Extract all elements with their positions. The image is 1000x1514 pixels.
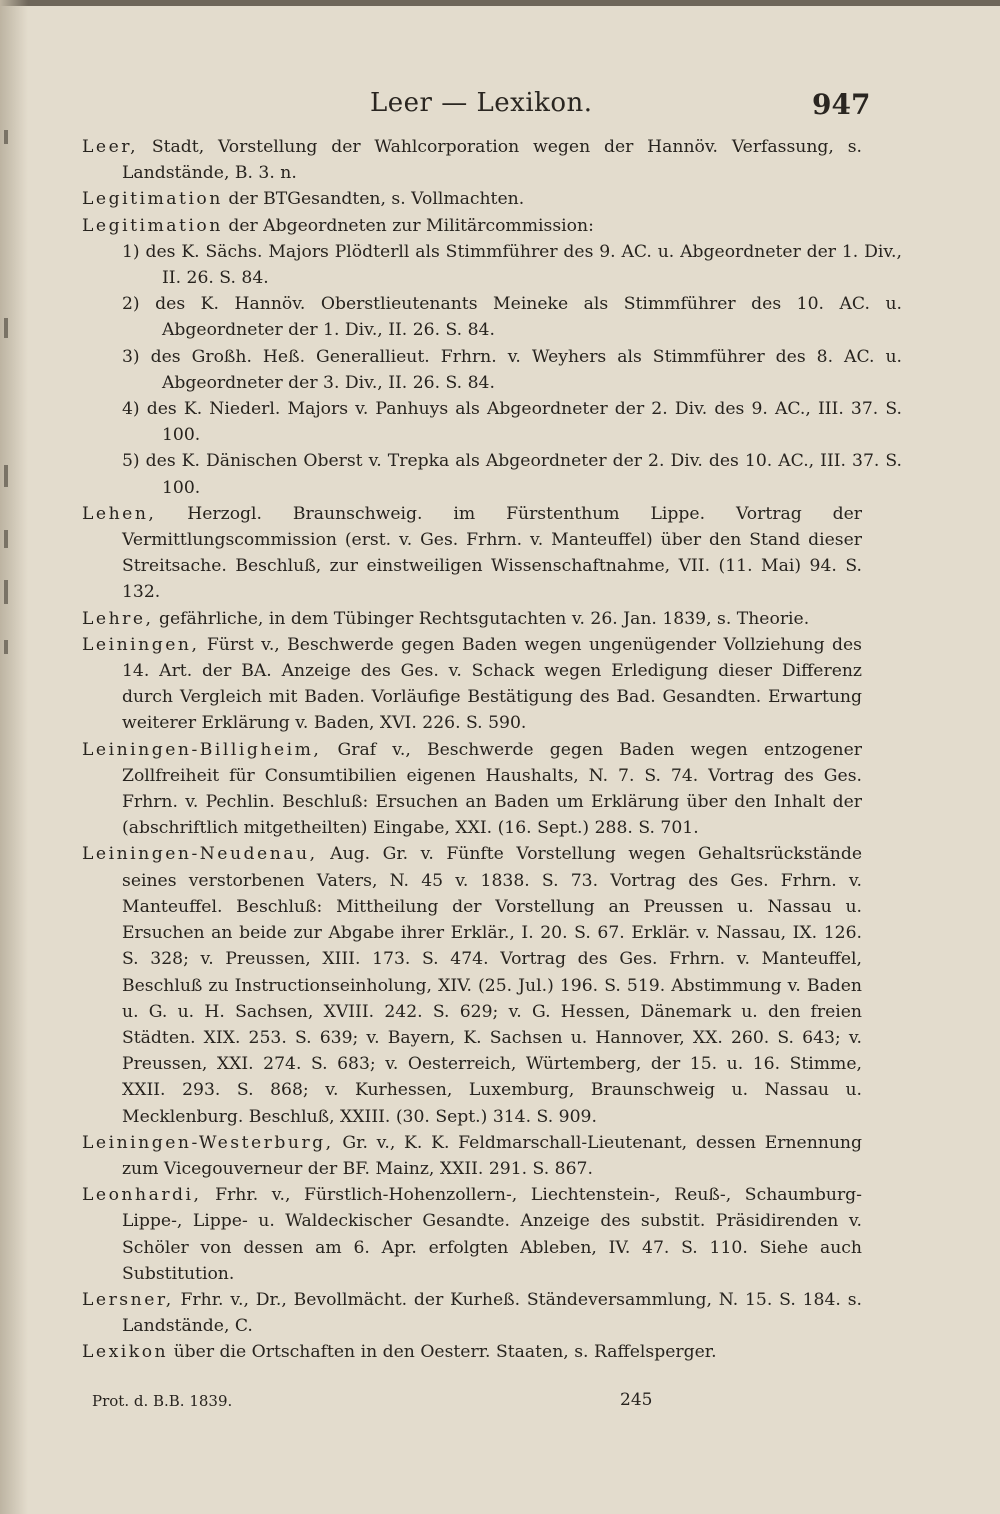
entry-text: 3) des Großh. Heß. Generallieut. Frhrn. v. Weyhers als Stimmführer des 8. AC. u. Abgeordneter der 3. Div., II. 26. S. 84. [122,346,902,393]
footer-citation: Prot. d. B.B. 1839. [92,1392,233,1410]
entry [82,186,862,212]
page-number: 947 [812,88,871,121]
sub-entry [122,344,902,396]
entry-text: Herzogl. Braunschweig. im Fürstenthum Lippe. Vortrag der Vermittlungscommission (erst. v. Ges. Frhrn. v. Manteuffel) über den Stand dieser Streitsache. Beschluß, zur einstweiligen Wissenschaftnahme, VII. (11. Mai) 94. S. 132. [122,503,862,603]
entry-text: 5) des K. Dänischen Oberst v. Trepka als Abgeordneter der 2. Div. des 10. AC., III. 37. S. 100. [122,451,902,498]
entry [82,134,862,186]
entry [82,1287,862,1339]
entry-term: Lersner, [82,1289,174,1310]
running-head: Leer — Lexikon. [370,88,593,118]
entry [82,1339,862,1365]
entry-term: Lehen, [82,503,157,524]
entry [82,841,862,1129]
entry-text: der BTGesandten, s. Vollmachten. [228,189,525,210]
entry [82,737,862,842]
entry [82,1182,862,1287]
entry-text: über die Ortschaften in den Oesterr. Staaten, s. Raffelsperger. [173,1342,717,1363]
entry [82,1130,862,1182]
entry-text: Gr. v., K. K. Feldmarschall-Lieutenant, dessen Ernennung zum Vicegouverneur der BF. Mainz, XXII. 291. S. 867. [122,1132,862,1179]
entry-term: Legitimation [82,189,223,210]
entry-text: Stadt, Vorstellung der Wahlcorporation wegen der Hannöv. Verfassung, s. Landstände, B. 3. n. [122,137,862,184]
page-footer [0,1392,1000,1416]
entry-text: 4) des K. Niederl. Majors v. Panhuys als Abgeordneter der 2. Div. des 9. AC., III. 37. S. 100. [122,399,902,446]
entry-text: Aug. Gr. v. Fünfte Vorstellung wegen Gehaltsrückstände seines verstorbenen Vaters, N. 45 v. 1838. S. 73. Vortrag des Ges. Frhrn. v. Manteuffel. Beschluß: Mittheilung der Vorstellung an Preussen u. Nassau u. Ersuchen an beide zur Abgabe ihrer Erklär., I. 20. S. 67. Erklär. v. Nassau, IX. 126. S. 328; v. Preussen, XIII. 173. S. 474. Vortrag des Ges. Frhrn. v. Manteuffel, Beschluß zu Instructionseinholung, XIV. (25. Jul.) 196. S. 519. Abstimmung v. Baden u. G. u. H. Sachsen, XVIII. 242. S. 629; v. G. Hessen, Dänemark u. den freien Städten. XIX. 253. S. 639; v. Bayern, K. Sachsen u. Hannover, XX. 260. S. 643; v. Preussen, XXI. 274. S. 683; v. Oesterreich, Würtemberg, der 15. u. 16. Stimme, XXII. 293. S. 868; v. Kurhessen, Luxemburg, Braunschweig u. Nassau u. Mecklenburg. Beschluß, XXIII. (30. Sept.) 314. S. 909. [122,844,862,1127]
index-entries [82,134,902,1366]
entry [82,632,862,737]
sub-entry [122,291,902,343]
entry-term: Legitimation [82,215,223,236]
entry-term: Leer, [82,137,139,157]
entry-term: Leiningen, [82,634,200,655]
entry-text: Fürst v., Beschwerde gegen Baden wegen ungenügender Vollziehung des 14. Art. der BA. Anzeige des Ges. v. Schack wegen Erledigung dieser Differenz durch Vergleich mit Baden. Vorläufige Bestätigung des Bad. Gesandten. Erwartung weiterer Erklärung v. Baden, XVI. 226. S. 590. [122,634,863,734]
signature-mark: 245 [620,1390,653,1410]
entry-term: Leiningen-Billigheim, [82,739,322,760]
entry-text: Graf v., Beschwerde gegen Baden wegen entzogener Zollfreiheit für Consumtibilien eigenen Haushalts, N. 7. S. 74. Vortrag des Ges. Frhrn. v. Pechlin. Beschluß: Ersuchen an Baden um Erklärung über den Inhalt der (abschriftlich mitgetheilten) Eingabe, XXI. (16. Sept.) 288. S. 701. [122,739,863,839]
entry [82,213,862,239]
entry-text: gefährliche, in dem Tübinger Rechtsgutachten v. 26. Jan. 1839, s. Theorie. [158,608,810,629]
entry-term: Leonhardi, [82,1185,202,1206]
entry-text: Frhr. v., Dr., Bevollmächt. der Kurheß. Ständeversammlung, N. 15. S. 184. s. Landstände, C. [122,1289,863,1337]
gutter-shadow [0,0,28,1514]
entry-text: 1) des K. Sächs. Majors Plödterll als Stimmführer des 9. AC. u. Abgeordneter der 1. Div., II. 26. S. 84. [122,241,902,289]
page-header [0,88,1000,128]
sub-entry [122,239,902,291]
entry-term: Lexikon [82,1342,169,1363]
top-edge-shadow [0,0,1000,6]
sub-entry [122,396,902,448]
entry-text: der Abgeordneten zur Militärcommission: [228,215,594,236]
entry [82,501,862,606]
sub-entry [122,448,902,500]
entry [82,606,862,632]
entry-term: Leiningen-Westerburg, [82,1132,334,1153]
entry-term: Lehre, [82,608,154,629]
entry-text: 2) des K. Hannöv. Oberstlieutenants Meineke als Stimmführer des 10. AC. u. Abgeordneter der 1. Div., II. 26. S. 84. [122,294,902,341]
entry-text: Frhr. v., Fürstlich-Hohenzollern-, Liechtenstein-, Reuß-, Schaumburg-Lippe-, Lippe- u. Waldeckischer Gesandte. Anzeige des substit. Präsidirenden v. Schöler von dessen am 6. Apr. erfolgten Ableben, IV. 47. S. 110. Siehe auch Substitution. [122,1185,862,1284]
entry-term: Leiningen-Neudenau, [82,844,318,865]
